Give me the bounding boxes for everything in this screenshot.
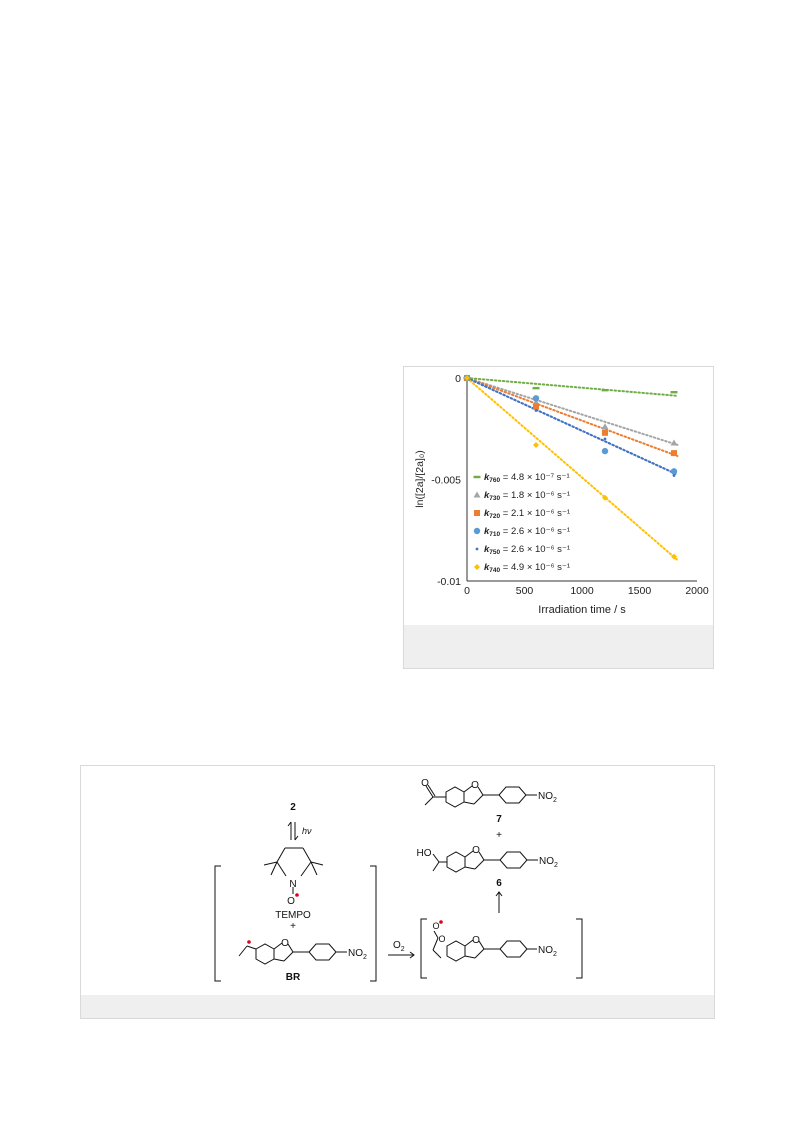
y-axis-title: ln([2a]/[2a]₀) — [414, 450, 426, 508]
x-tick-label: 0 — [464, 585, 470, 597]
scheme-caption-bar — [81, 995, 714, 1018]
figure-caption-bar — [404, 625, 713, 668]
data-point-k760 — [602, 389, 609, 391]
compound-6-furan-o: O — [472, 845, 480, 856]
legend-marker-k750 — [476, 548, 479, 551]
reaction-scheme-figure — [80, 765, 715, 1019]
peroxyl-radical-dot — [439, 920, 443, 924]
br-label: BR — [285, 972, 301, 983]
left-bracket-open — [215, 866, 221, 981]
compound-2-label: 2 — [290, 802, 296, 813]
data-point-k720 — [671, 450, 677, 456]
legend-label-k750: $k_{750} = 2.6 \times 10^{-6}$ s⁻¹ — [484, 544, 571, 556]
legend-marker-k760 — [474, 476, 481, 478]
data-point-k720 — [533, 403, 539, 409]
legend-label-k720: $k_{720} = 2.1 \times 10^{-6}$ s⁻¹ — [484, 508, 571, 520]
peroxyl-structure — [433, 931, 537, 961]
compound-7-no2: $NO_2$ — [538, 791, 557, 804]
tempo-radical-dot — [295, 893, 299, 897]
compound-6-ho: HO — [416, 848, 432, 859]
legend-marker-k710 — [474, 528, 480, 534]
peroxyl-o2: O — [438, 934, 446, 944]
compound-7-label: 7 — [496, 814, 502, 825]
data-point-k750 — [604, 438, 607, 441]
y-tick-label: -0.005 — [431, 474, 461, 487]
legend-label-k710: $k_{710} = 2.6 \times 10^{-6}$ s⁻¹ — [484, 526, 571, 538]
x-tick-label: 1500 — [627, 585, 652, 597]
tempo-o-label: O — [287, 896, 295, 907]
data-point-k730 — [602, 423, 609, 429]
legend-marker-k720 — [474, 510, 480, 516]
data-point-k730 — [671, 439, 678, 445]
y-tick-label: 0 — [455, 373, 461, 385]
left-bracket-close — [370, 866, 376, 981]
compound-6-no2: $NO_2$ — [539, 856, 558, 869]
data-point-k760 — [533, 387, 540, 389]
data-point-k750 — [673, 474, 676, 477]
legend-marker-k730 — [474, 492, 481, 498]
data-point-k710 — [602, 448, 608, 454]
legend-label-k740: $k_{740} = 4.9 \times 10^{-6}$ s⁻¹ — [484, 562, 571, 574]
peroxyl-no2-label: $NO_2$ — [538, 945, 557, 958]
data-point-k740 — [533, 442, 539, 448]
kinetics-chart — [404, 367, 713, 625]
x-tick-label: 500 — [515, 585, 534, 597]
compound-7-structure — [425, 785, 537, 807]
compound-7-carbonyl-o: O — [421, 778, 429, 789]
tempo-label: TEMPO — [275, 910, 311, 921]
br-radical-dot — [247, 940, 251, 944]
right-bracket-close — [576, 919, 582, 978]
br-furan-o: O — [281, 938, 289, 949]
x-tick-label: 2000 — [685, 585, 709, 597]
y-tick-label: -0.01 — [437, 576, 461, 588]
hv-label: hν — [302, 826, 312, 836]
tempo-n-label: N — [289, 879, 297, 890]
x-tick-label: 1000 — [570, 585, 594, 597]
legend-label-k760: $k_{760} = 4.8 \times 10^{-7}$ s⁻¹ — [484, 472, 570, 484]
right-bracket-open — [421, 919, 427, 978]
equilibrium-arrows — [288, 822, 298, 840]
x-axis-title: Irradiation time / s — [538, 604, 626, 616]
data-point-k720 — [602, 430, 608, 436]
br-structure — [239, 943, 347, 964]
plus-sign-right: + — [496, 830, 502, 841]
data-point-k710 — [671, 468, 677, 474]
fit-line-k760 — [467, 378, 677, 396]
data-point-k710 — [533, 395, 539, 401]
fit-line-k720 — [467, 378, 677, 456]
br-no2-label: $NO_2$ — [348, 948, 367, 961]
compound-7-furan-o: O — [471, 780, 479, 791]
peroxyl-o1: O — [432, 921, 440, 931]
reaction-scheme — [81, 766, 714, 996]
compound-6-label: 6 — [496, 878, 502, 889]
data-point-k760 — [671, 391, 678, 393]
compound-6-structure — [433, 851, 538, 872]
o2-label: $O_2$ — [393, 940, 405, 953]
fit-line-k730 — [467, 378, 677, 445]
data-point-k750 — [535, 409, 538, 412]
peroxyl-furan-o: O — [472, 935, 480, 946]
legend-marker-k740 — [474, 564, 480, 570]
plus-sign-left: + — [290, 921, 296, 932]
legend-label-k730: $k_{730} = 1.8 \times 10^{-6}$ s⁻¹ — [484, 490, 571, 502]
kinetics-figure — [403, 366, 714, 669]
